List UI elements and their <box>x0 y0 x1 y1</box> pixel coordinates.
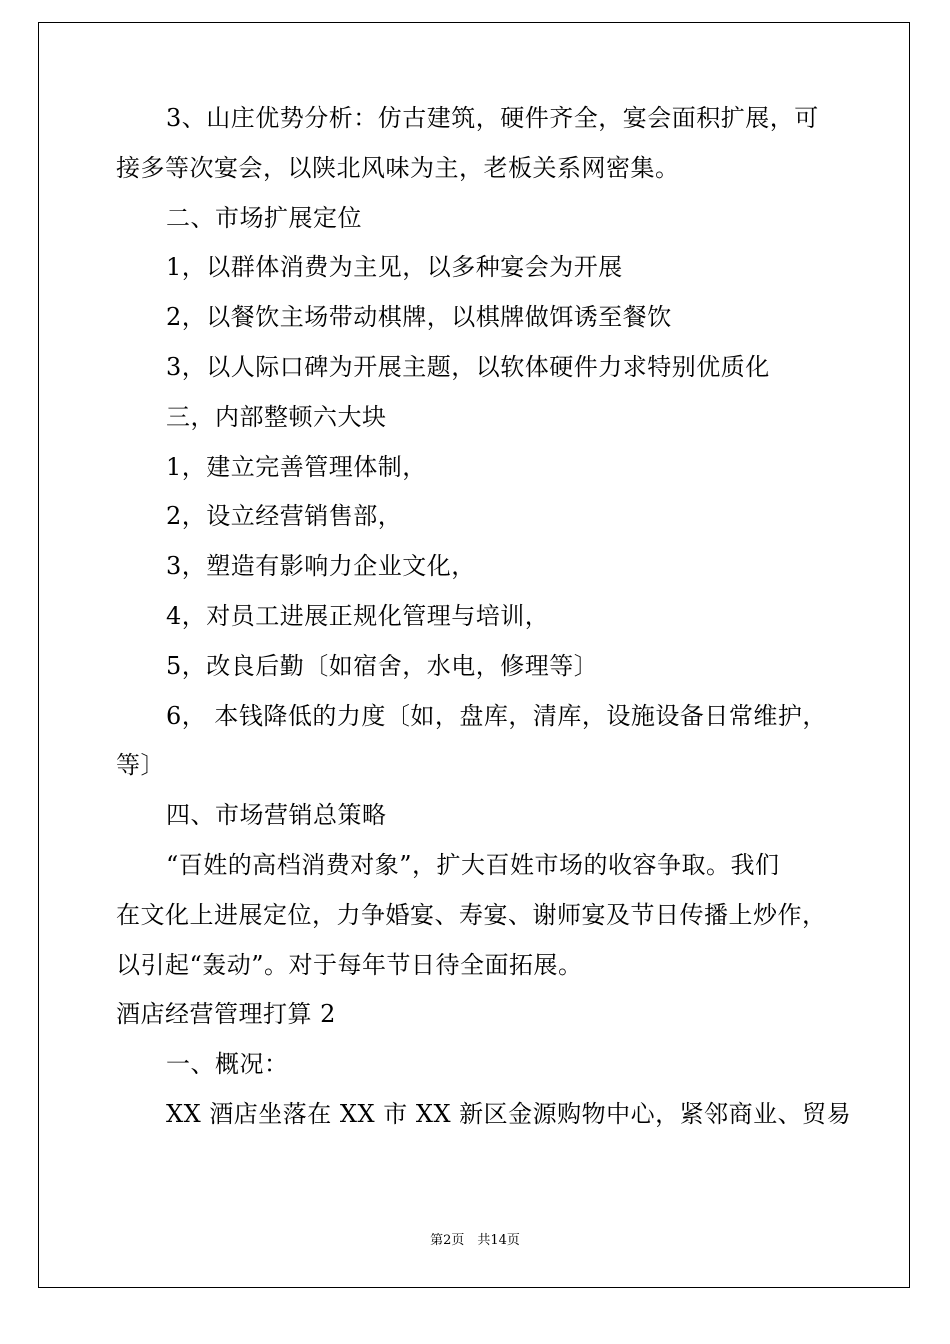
document-body <box>116 94 852 1140</box>
text-line: 4，对员工进展正规化管理与培训， <box>166 601 550 630</box>
text-line: 三，内部整顿六大块 <box>166 402 387 431</box>
text-line: 1，建立完善管理体制， <box>166 452 427 481</box>
text-line: XX 酒店坐落在 XX 市 XX 新区金源购物中心，紧邻商业、贸易 <box>166 1099 852 1128</box>
text-line: 等〕 <box>116 751 165 780</box>
text-line: 二、市场扩展定位 <box>166 203 362 232</box>
page-footer: 第2页 共14页 <box>430 1233 520 1248</box>
text-line: 四、市场营销总策略 <box>166 801 387 830</box>
text-line: 3，以人际口碑为开展主题，以软体硬件力求特别优质化 <box>166 352 770 381</box>
text-line: 以引起“轰动”。对于每年节日待全面拓展。 <box>116 950 583 979</box>
text-line: “百姓的高档消费对象”，扩大百姓市场的收容争取。我们 <box>166 850 780 879</box>
text-line: 3，塑造有影响力企业文化， <box>166 552 476 581</box>
text-line: 酒店经营管理打算 2 <box>116 1000 336 1029</box>
text-line: 1，以群体消费为主见，以多种宴会为开展 <box>166 253 623 282</box>
text-line: 2，以餐饮主场带动棋牌，以棋牌做饵诱至餐饮 <box>166 303 672 332</box>
text-line: 2，设立经营销售部， <box>166 502 403 531</box>
text-line: 6， 本钱降低的力度〔如，盘库，清库，设施设备日常维护， <box>166 701 827 730</box>
text-line: 一、概况： <box>166 1050 289 1079</box>
text-line: 5，改良后勤〔如宿舍，水电，修理等〕 <box>166 651 599 680</box>
text-line: 在文化上进展定位，力争婚宴、寿宴、谢师宴及节日传播上炒作， <box>116 900 827 929</box>
text-line: 接多等次宴会，以陕北风味为主，老板关系网密集。 <box>116 153 680 182</box>
text-line: 3、山庄优势分析：仿古建筑，硬件齐全，宴会面积扩展，可 <box>166 104 819 132</box>
